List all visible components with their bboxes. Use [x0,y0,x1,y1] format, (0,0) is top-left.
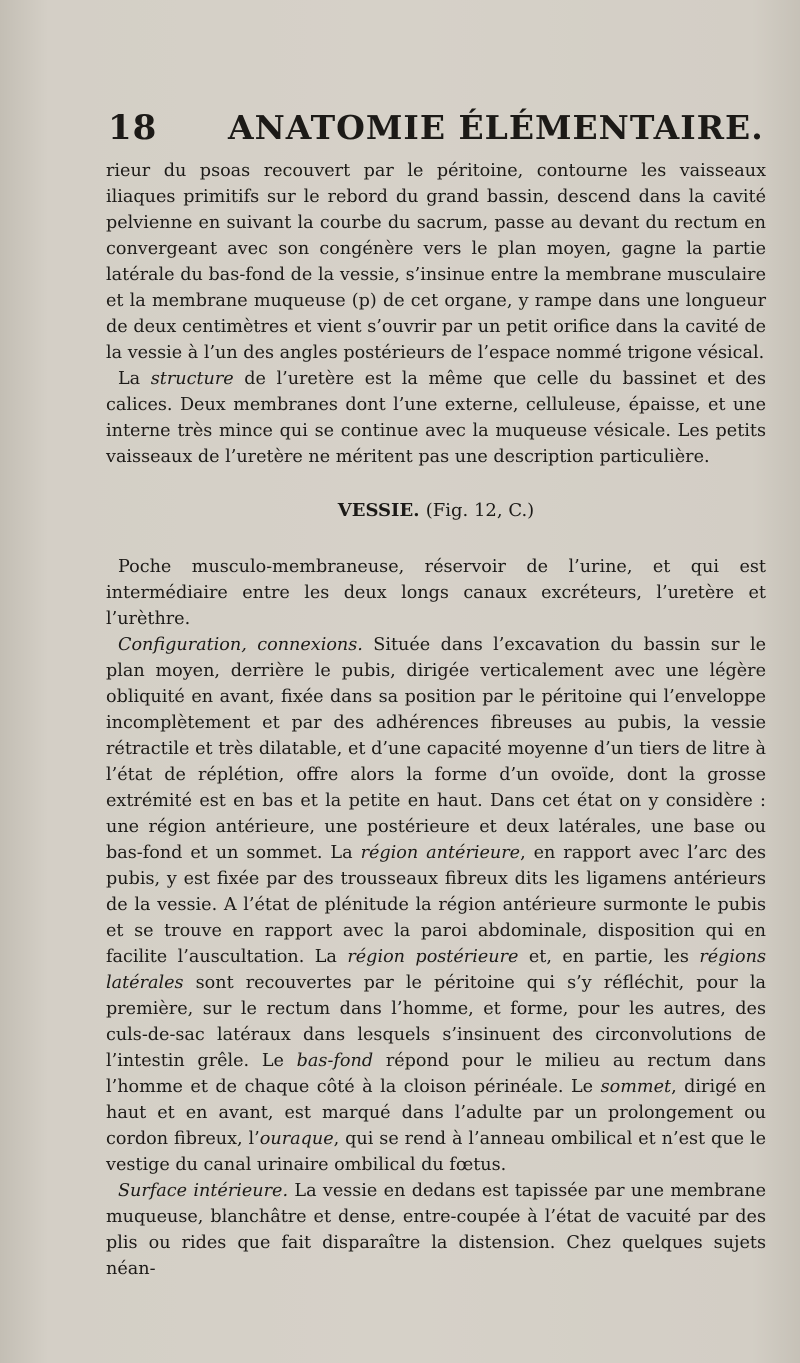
italic-term: régions latérales [106,947,766,993]
paragraph-definition: Poche musculo-membraneuse, réservoir de l’urine, et qui est intermédiaire entre les deux longs canaux excréteurs, l’uretère et l’urèthre. [106,557,766,629]
figure-reference: (Fig. 12, C.) [425,500,535,521]
paragraph-text: sont recouvertes par le péritoine qui s’y réfléchit, pour la première, sur le rectum dans l’homme, et forme, pour les autres, des culs-de-sac latéraux dans lesquels s’insinuent des circonvolutions de l’intestin grêle. Le [106,973,766,1071]
italic-term: bas-fond [296,1051,374,1071]
section-title: VESSIE. [337,500,420,521]
paragraph-text: La vessie en dedans est tapissée par une membrane muqueuse, blanchâtre et dense, entre-coupée à l’état de vacuité par des plis ou rides que fait disparaître la distension. Chez quelques sujets néan- [106,1181,766,1279]
italic-term: région postérieure [347,947,519,967]
paragraph-text: , dirigé en haut et en avant, est marqué dans l’adulte par un prolongement ou cordon fibreux, l’ [106,1077,766,1149]
italic-term: structure [150,369,234,389]
page-header [108,104,764,154]
running-title: ANATOMIE ÉLÉMENTAIRE. [228,108,764,147]
paragraph-text: Située dans l’excavation du bassin sur le plan moyen, derrière le pubis, dirigée verticalement avec une légère obliquité en avant, fixée dans sa position par le péritoine qui l’enveloppe incomplètement et par des adhérences fibreuses au pubis, la vessie rétractile et très dilatable, et d’une capacité moyenne d’un tiers de litre à l’état de réplétion, offre alors la forme d’un ovoïde, dont la grosse extrémité est en bas et la petite en haut. Dans cet état on y considère : une région antérieure, une postérieure et deux latérales, une base ou bas-fond et un sommet. La [106,635,766,863]
paragraph-configuration [106,632,766,1178]
italic-term: région antérieure [360,843,521,863]
body-text [106,158,766,1282]
paragraph-text: de l’uretère est la même que celle du bassinet et des calices. Deux membranes dont l’une externe, celluleuse, épaisse, et une interne très mince qui se continue avec la muqueuse vésicale. Les petits vaisseaux de l’uretère ne méritent pas une description particulière. [106,369,767,467]
paragraph-surface-interieure [106,1178,766,1282]
paragraph-text: répond pour le milieu au rectum dans l’homme et de chaque côté à la cloison périnéale. Le [106,1051,766,1097]
paragraph-ureter-course: rieur du psoas recouvert par le péritoine, contourne les vaisseaux iliaques primitifs sur le rebord du grand bassin, descend dans la cavité pelvienne en suivant la courbe du sacrum, passe au devant du rectum en convergeant avec son congénère vers le plan moyen, gagne la partie latérale du bas-fond de la vessie, s’insinue entre la membrane musculaire et la membrane muqueuse (p) de cet organe, y rampe dans une longueur de deux centimètres et vient s’ouvrir par un petit orifice dans la cavité de la vessie à l’un des angles postérieurs de l’espace nommé trigone vésical. [106,161,766,363]
section-heading-vessie [106,498,766,524]
page-number: 18 [108,108,158,148]
paragraph-ureter-structure [106,366,766,470]
paragraph-text: , en rapport avec l’arc des pubis, y est fixée par des trousseaux fibreux dits les ligamens antérieurs de la vessie. A l’état de plénitude la région antérieure surmonte le pubis et se trouve en rapport avec la paroi abdominale, disposition qui en facilite l’auscultation. La [106,843,767,967]
italic-term: ouraque [259,1129,334,1149]
italic-term: Surface intérieure. [118,1181,289,1201]
italic-term: sommet [600,1077,672,1097]
italic-term: Configuration, connexions. [118,635,363,655]
paragraph-text: , qui se rend à l’anneau ombilical et n’est que le vestige du canal urinaire ombilical du fœtus. [106,1129,766,1175]
paragraph-text: La [118,369,151,389]
paragraph-text: et, en partie, les [518,947,700,967]
